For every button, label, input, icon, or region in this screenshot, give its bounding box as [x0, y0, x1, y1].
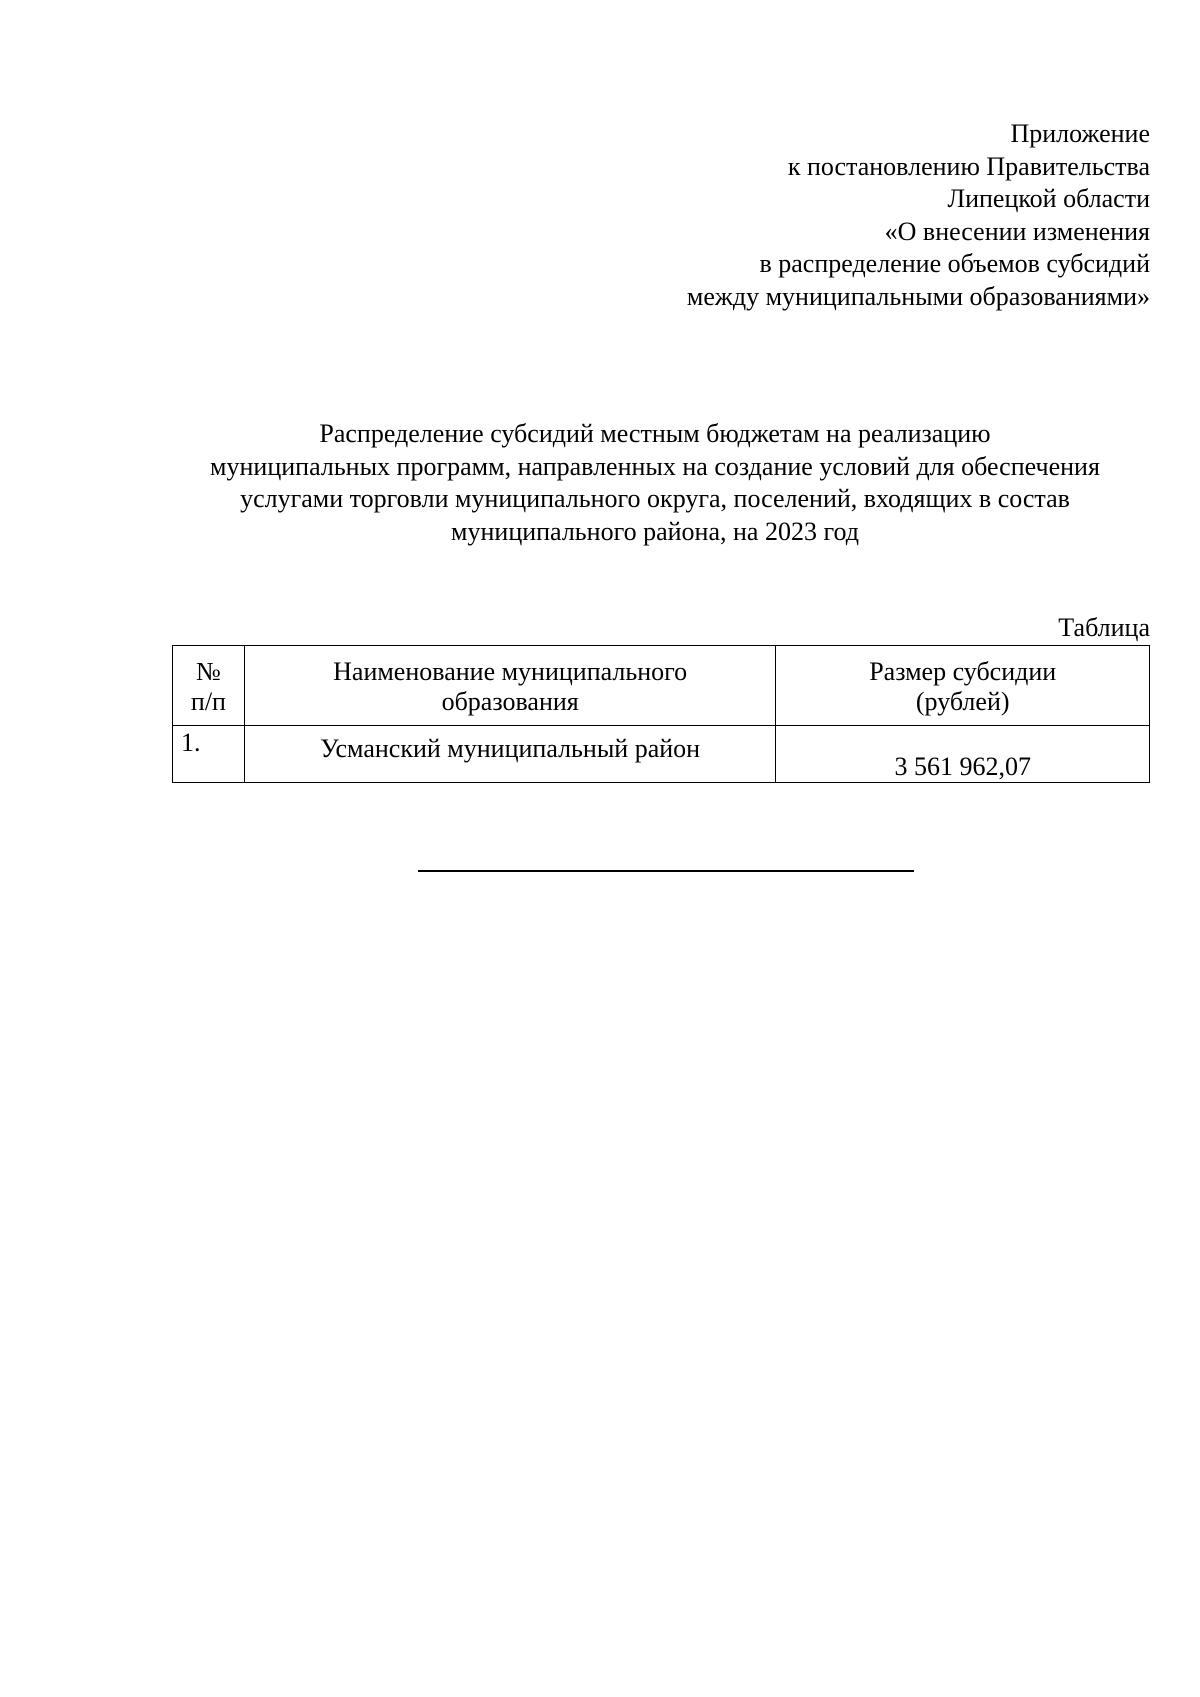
row-subsidy-amount: 3 561 962,07 [776, 726, 1150, 783]
header-name-line: Наименование муниципального [333, 656, 688, 686]
row-municipality-name: Усманский муниципальный район [244, 726, 775, 783]
row-num: 1. [173, 726, 245, 783]
table-header-row [173, 646, 1150, 726]
header-amount-line: (рублей) [915, 686, 1010, 716]
subsidy-table [172, 645, 1150, 783]
end-of-document-rule [418, 870, 914, 872]
table-row [173, 726, 1150, 783]
header-amount [776, 646, 1150, 726]
header-num-line: № [196, 656, 221, 686]
header-num-line: п/п [190, 686, 226, 716]
appendix-line: «О внесении изменения [884, 216, 1150, 246]
appendix-line: Липецкой области [947, 184, 1150, 213]
header-amount-line: Размер субсидии [869, 656, 1057, 686]
appendix-line: в распределение объемов субсидий [759, 249, 1150, 278]
document-title [160, 418, 1150, 548]
appendix-block [687, 118, 1150, 313]
header-name [244, 646, 775, 726]
title-line: муниципального района, на 2023 год [451, 516, 859, 546]
appendix-line: к постановлению Правительства [787, 151, 1150, 181]
title-line: муниципальных программ, направленных на создание условий для обеспечения [210, 451, 1100, 481]
header-name-line: образования [441, 686, 579, 716]
header-num [173, 646, 245, 726]
title-line: услугами торговли муниципального округа, поселений, входящих в состав [240, 484, 1070, 513]
appendix-line: между муниципальными образованиями» [686, 281, 1150, 311]
table-caption: Таблица [1058, 613, 1150, 642]
appendix-line: Приложение [1010, 119, 1150, 148]
title-line: Распределение субсидий местным бюджетам на реализацию [319, 419, 991, 448]
